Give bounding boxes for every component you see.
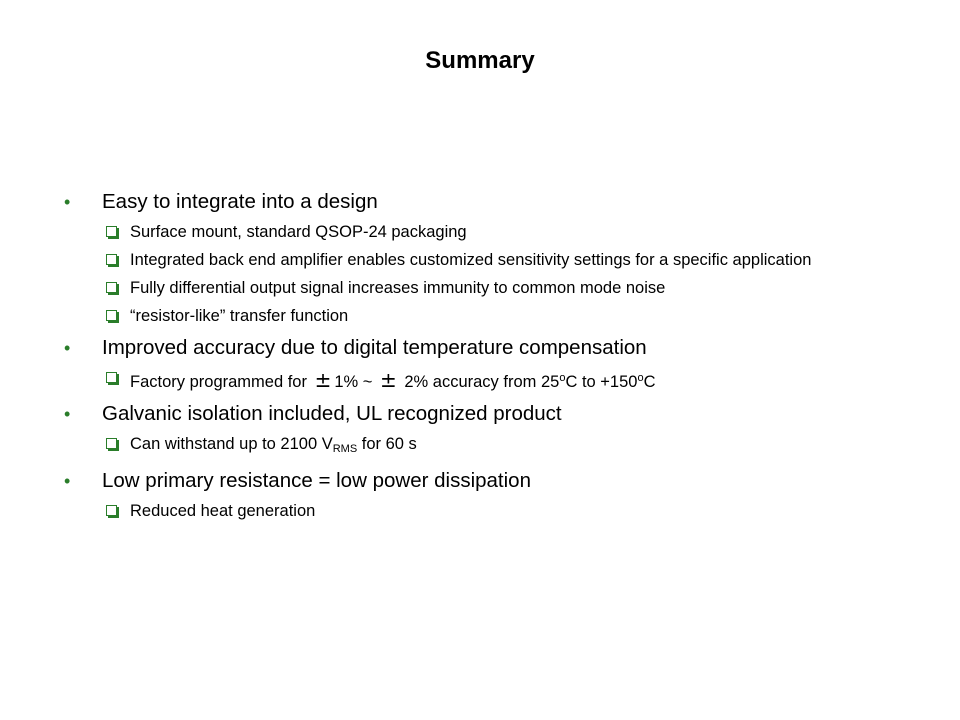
- degree-superscript: o: [559, 372, 566, 384]
- bullet-low-resistance: [64, 466, 914, 496]
- square-bullet-icon: [106, 310, 117, 321]
- sub-bullet-differential-output: [64, 276, 914, 301]
- sub-bullet-text: Surface mount, standard QSOP-24 packaging: [130, 223, 467, 241]
- square-bullet-icon: [106, 254, 117, 265]
- degree-superscript: o: [637, 372, 644, 384]
- text-fragment: Factory programmed for: [130, 373, 312, 391]
- plus-minus-symbol: ±: [314, 368, 332, 392]
- square-bullet-icon: [106, 226, 117, 237]
- sub-bullet-amplifier: [64, 248, 914, 273]
- text-fragment: for 60 s: [357, 435, 417, 453]
- slide-title: Summary: [425, 47, 535, 74]
- bullet-list: [64, 187, 914, 524]
- bullet-dot-icon: •: [64, 338, 71, 358]
- text-fragment: C: [643, 373, 656, 391]
- bullet-text: Low primary resistance = low power dissipation: [102, 469, 531, 492]
- plus-minus-symbol: ±: [379, 368, 397, 392]
- bullet-text: Easy to integrate into a design: [102, 190, 378, 213]
- sub-bullet-transfer-function: [64, 304, 914, 329]
- text-fragment: Can withstand up to 2100 V: [130, 435, 333, 453]
- square-bullet-icon: [106, 372, 117, 383]
- sub-bullet-factory-programmed: [64, 366, 914, 395]
- square-bullet-icon: [106, 438, 117, 449]
- sub-bullet-text: Reduced heat generation: [130, 502, 316, 520]
- bullet-dot-icon: •: [64, 404, 71, 424]
- square-bullet-icon: [106, 282, 117, 293]
- bullet-dot-icon: •: [64, 471, 71, 491]
- bullet-easy-integration: [64, 187, 914, 217]
- bullet-improved-accuracy: [64, 333, 914, 363]
- text-fragment: C to +150: [565, 373, 638, 391]
- bullet-galvanic-isolation: [64, 399, 914, 429]
- bullet-text: Galvanic isolation included, UL recognized product: [102, 402, 562, 425]
- square-bullet-icon: [106, 505, 117, 516]
- sub-bullet-text: [130, 368, 656, 392]
- text-fragment: 1% ~: [334, 373, 377, 391]
- sub-bullet-text: [130, 435, 417, 453]
- text-fragment: 2% accuracy from 25: [399, 373, 560, 391]
- sub-bullet-text: Integrated back end amplifier enables customized sensitivity settings for a specific application: [130, 251, 812, 269]
- sub-bullet-text: “resistor-like” transfer function: [130, 307, 349, 325]
- bullet-text: Improved accuracy due to digital temperature compensation: [102, 336, 647, 359]
- sub-bullet-packaging: [64, 220, 914, 245]
- bullet-dot-icon: •: [64, 192, 71, 212]
- sub-bullet-withstand-voltage: [64, 432, 914, 462]
- sub-bullet-text: Fully differential output signal increases immunity to common mode noise: [130, 279, 666, 297]
- rms-subscript: RMS: [332, 443, 358, 455]
- sub-bullet-reduced-heat: [64, 499, 914, 524]
